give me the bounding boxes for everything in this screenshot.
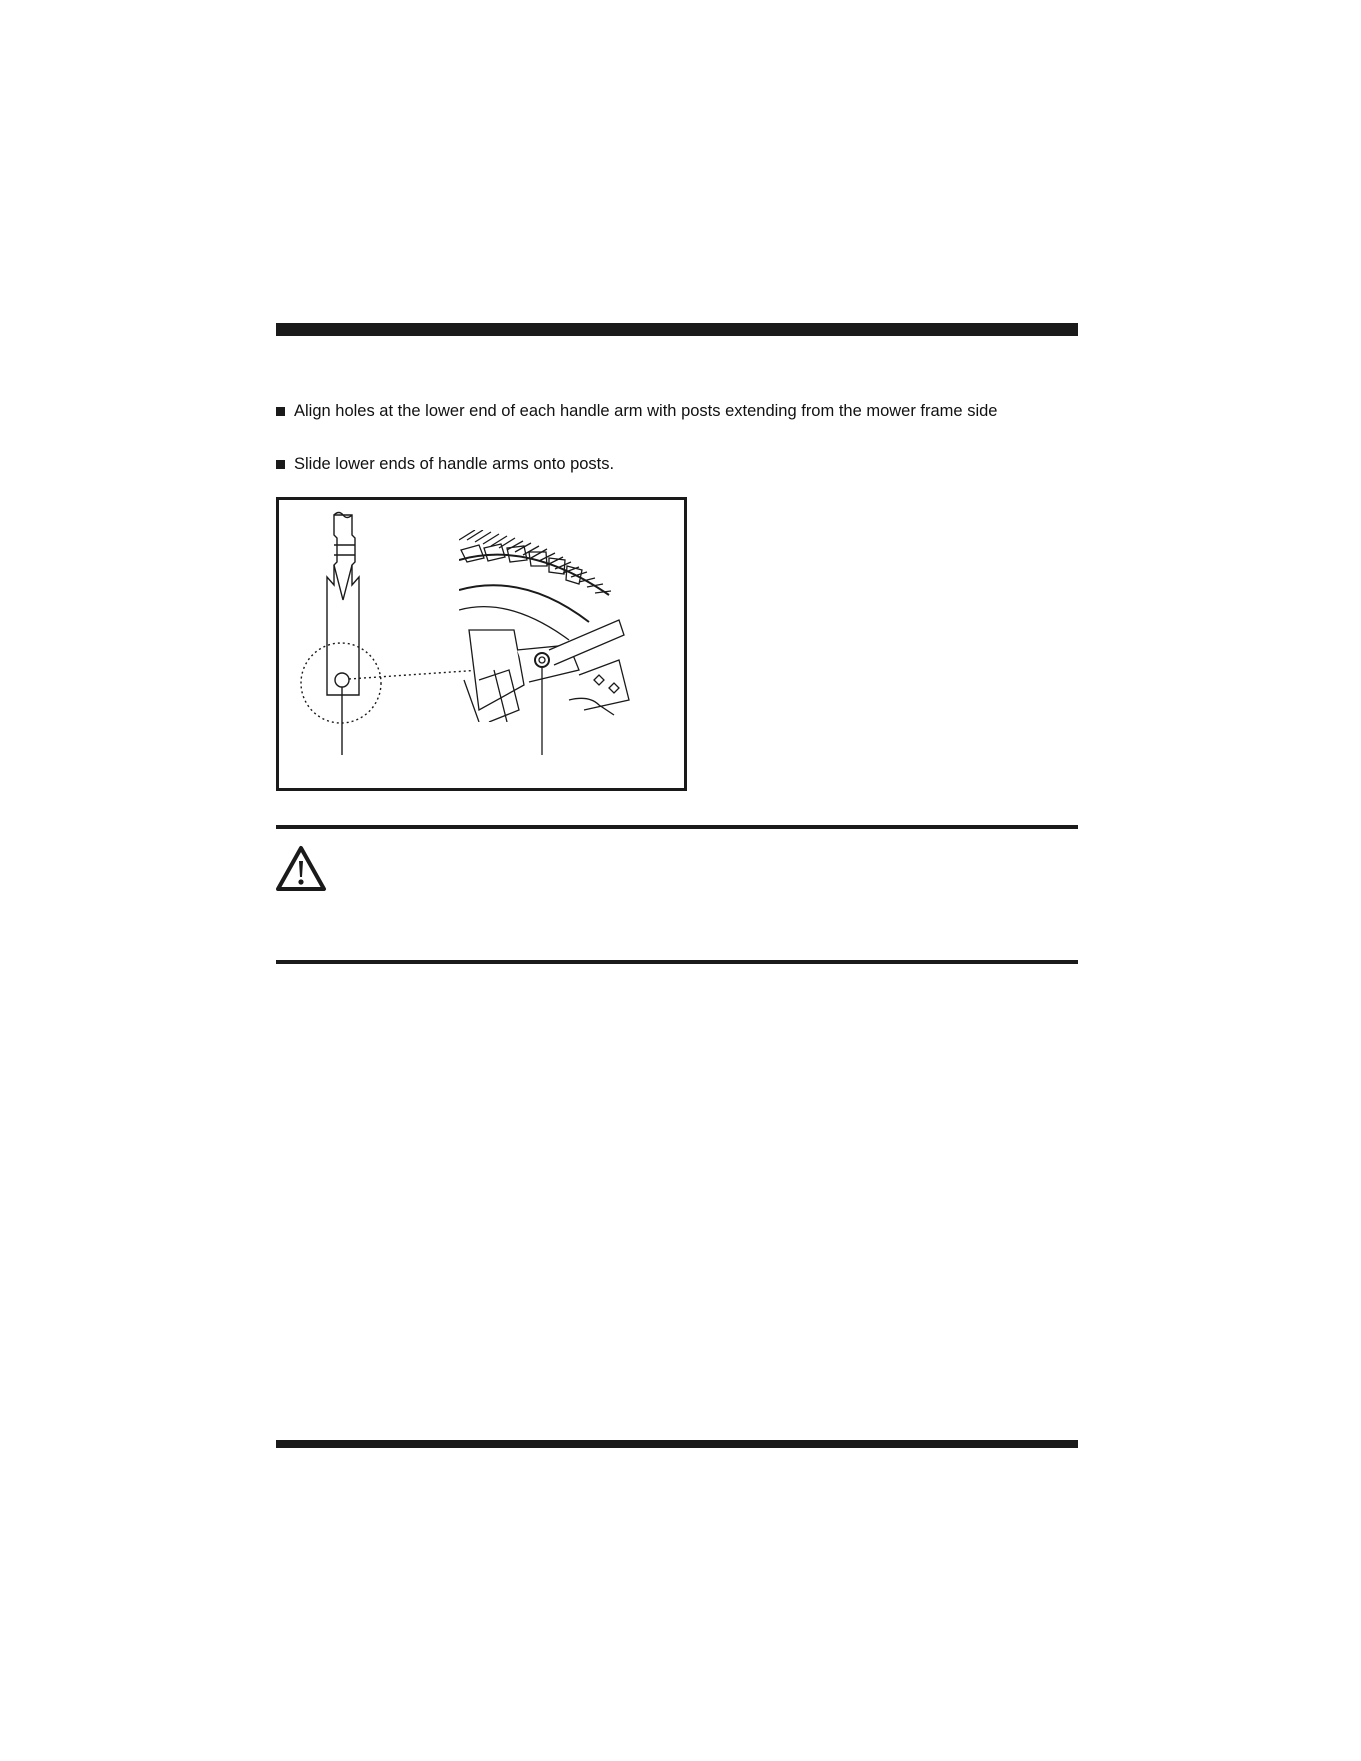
warning-triangle-icon [275,845,327,892]
square-bullet-icon [276,407,285,416]
warning-rule-top [276,825,1078,829]
instruction-text: Slide lower ends of handle arms onto posts. [294,455,615,473]
footer-rule [276,1440,1078,1448]
instruction-step-2 [276,454,614,474]
assembly-illustration [279,500,684,788]
instruction-step-1 [276,401,997,421]
header-rule [276,323,1078,336]
warning-rule-bottom [276,960,1078,964]
instruction-text: Align holes at the lower end of each handle arm with posts extending from the mower frame side [294,402,998,420]
mower-wheel-post [459,530,629,755]
handle-arm-detail [301,513,569,756]
square-bullet-icon [276,460,285,469]
assembly-figure [276,497,687,791]
